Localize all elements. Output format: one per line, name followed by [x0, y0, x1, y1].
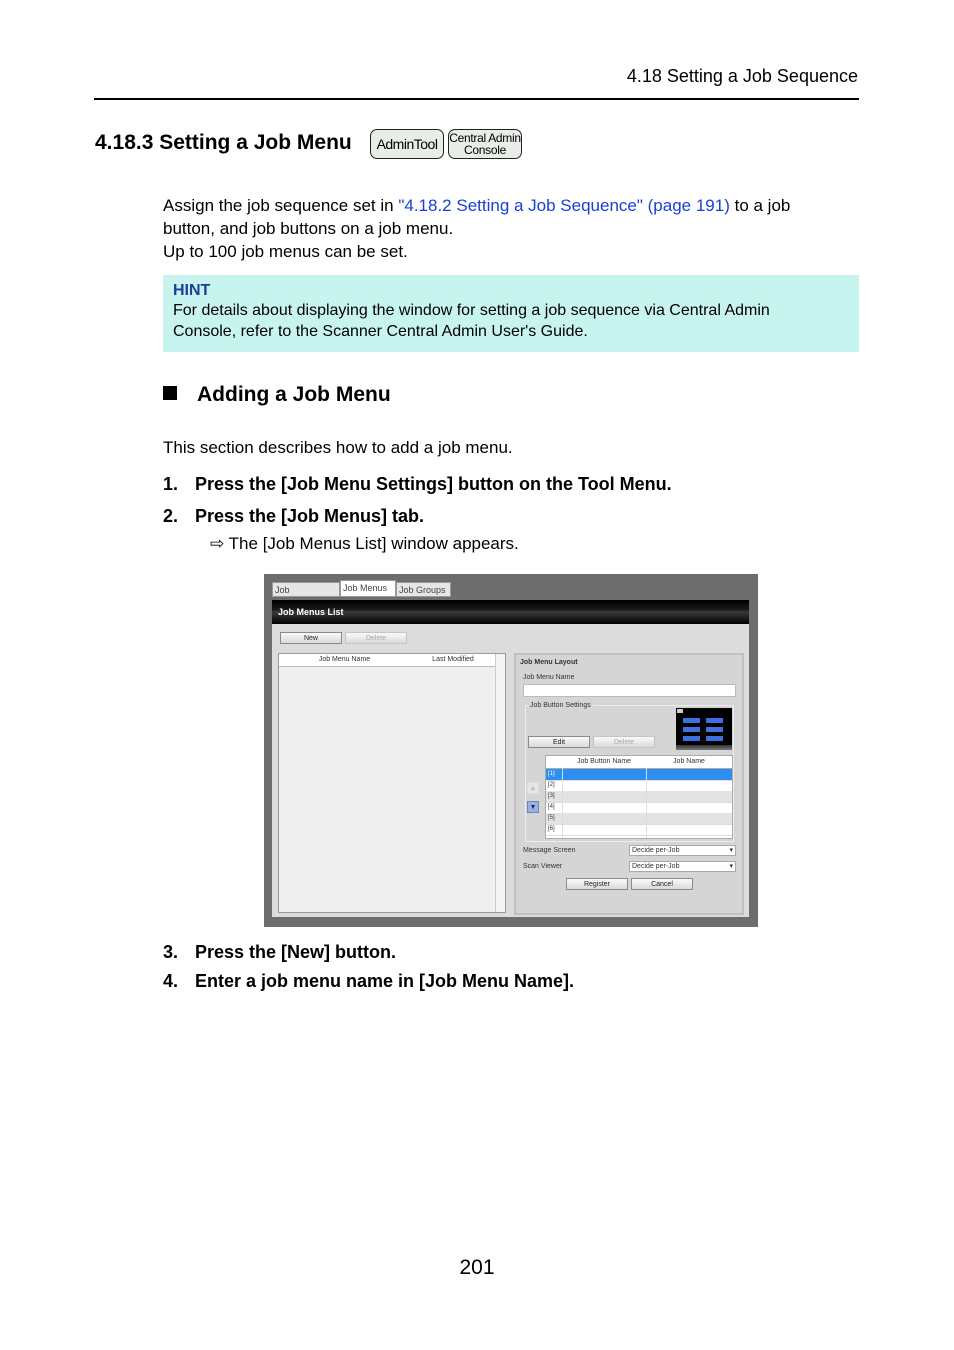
edit-button[interactable]: Edit — [528, 736, 590, 748]
grid-index-header — [546, 756, 563, 769]
tab-job-menus[interactable]: Job Menus — [340, 580, 396, 597]
job-menus-screenshot — [264, 574, 758, 927]
scan-viewer-dropdown[interactable]: Decide per-Job ▾ — [629, 861, 736, 872]
job-menu-name-label: Job Menu Name — [523, 674, 575, 681]
job-button-preview — [676, 708, 732, 750]
step-1 — [163, 474, 672, 495]
column-last-modified[interactable]: Last Modified — [410, 654, 497, 667]
hint-line-2: Console, refer to the Scanner Central Admin User's Guide. — [173, 323, 588, 340]
row-index: [6] — [548, 826, 555, 832]
grid-divider — [646, 768, 647, 838]
scan-viewer-label: Scan Viewer — [523, 863, 563, 870]
step-number: 1. — [163, 474, 179, 494]
layout-title: Job Menu Layout — [520, 659, 578, 666]
list-scrollbar[interactable] — [495, 654, 505, 912]
result-text: The [Job Menus List] window appears. — [228, 534, 519, 553]
intro-line-1 — [163, 194, 833, 217]
hint-line-1: For details about displaying the window for setting a job sequence via Central Admin — [173, 302, 770, 319]
step-2 — [163, 506, 424, 527]
step-number: 4. — [163, 971, 179, 991]
tab-job-groups[interactable]: Job Groups — [396, 582, 451, 597]
register-button[interactable]: Register — [566, 878, 628, 890]
row-index: [3] — [548, 793, 555, 799]
chapter-header: 4.18 Setting a Job Sequence — [626, 66, 858, 86]
step-number: 3. — [163, 942, 179, 962]
job-button-settings-label: Job Button Settings — [530, 702, 591, 709]
preview-header-icon — [677, 709, 683, 713]
preview-button-3 — [683, 727, 700, 732]
step-number: 2. — [163, 506, 179, 526]
column-job-button-name[interactable]: Job Button Name — [562, 756, 647, 769]
move-down-icon[interactable]: ▼ — [527, 801, 539, 813]
cancel-button[interactable]: Cancel — [631, 878, 693, 890]
preview-button-4 — [706, 727, 723, 732]
header-rule — [94, 98, 859, 100]
page-link[interactable]: "4.18.2 Setting a Job Sequence" (page 191) — [398, 196, 730, 215]
preview-button-1 — [683, 718, 700, 723]
preview-button-6 — [706, 736, 723, 741]
intro-text-after: to a job — [729, 196, 791, 215]
column-job-menu-name[interactable]: Job Menu Name — [279, 654, 411, 667]
tab-job-sequences[interactable]: Job — [272, 582, 340, 597]
message-screen-dropdown[interactable]: Decide per-Job ▾ — [629, 845, 736, 856]
row-index: [1] — [548, 771, 555, 777]
step-text: Press the [Job Menus] tab. — [195, 506, 425, 526]
step-text: Enter a job menu name in [Job Menu Name]. — [195, 971, 575, 991]
row-index: [4] — [548, 804, 555, 810]
row-index: [5] — [548, 815, 555, 821]
step-text: Press the [Job Menu Settings] button on the Tool Menu. — [195, 474, 672, 494]
message-screen-label: Message Screen — [523, 847, 576, 854]
preview-button-5 — [683, 736, 700, 741]
central-admin-console-badge — [448, 129, 522, 159]
preview-footer — [676, 745, 732, 750]
job-menu-layout-panel — [514, 653, 744, 915]
step-2-result — [210, 534, 519, 554]
admintool-badge: AdminTool — [370, 129, 444, 159]
subsection-title — [163, 383, 391, 407]
intro-text: Assign the job sequence set in — [163, 196, 399, 215]
intro-paragraph — [163, 194, 833, 263]
job-button-grid[interactable] — [545, 755, 733, 839]
section-title: 4.18.3 Setting a Job Menu — [95, 131, 352, 154]
hint-box — [163, 275, 859, 352]
grid-divider — [562, 768, 563, 838]
hint-title: HINT — [173, 282, 211, 299]
step-4 — [163, 971, 574, 992]
delete-button[interactable]: Delete — [345, 632, 407, 644]
new-button[interactable]: New — [280, 632, 342, 644]
badge-line-1: Central Admin — [449, 131, 521, 145]
badge-line-2: Console — [464, 143, 506, 157]
step-text: Press the [New] button. — [195, 942, 397, 962]
intro-line-3: Up to 100 job menus can be set. — [163, 242, 408, 261]
preview-button-2 — [706, 718, 723, 723]
column-job-name[interactable]: Job Name — [646, 756, 732, 769]
grid-row[interactable] — [546, 824, 732, 836]
intro-line-2: button, and job buttons on a job menu. — [163, 219, 454, 238]
row-index: [2] — [548, 782, 555, 788]
step-3 — [163, 942, 396, 963]
job-menu-list[interactable] — [278, 653, 506, 913]
result-arrow-icon: ⇨ — [210, 534, 225, 553]
square-bullet-icon — [163, 386, 177, 400]
move-up-icon[interactable]: ▲ — [527, 782, 539, 794]
subsection-description: This section describes how to add a job menu. — [163, 438, 513, 457]
job-menu-name-input[interactable] — [523, 684, 736, 697]
edit-delete-button[interactable]: Delete — [593, 736, 655, 748]
subsection-title-text: Adding a Job Menu — [197, 383, 391, 406]
page-number: 201 — [459, 1256, 495, 1279]
window-title: Job Menus List — [272, 600, 749, 624]
